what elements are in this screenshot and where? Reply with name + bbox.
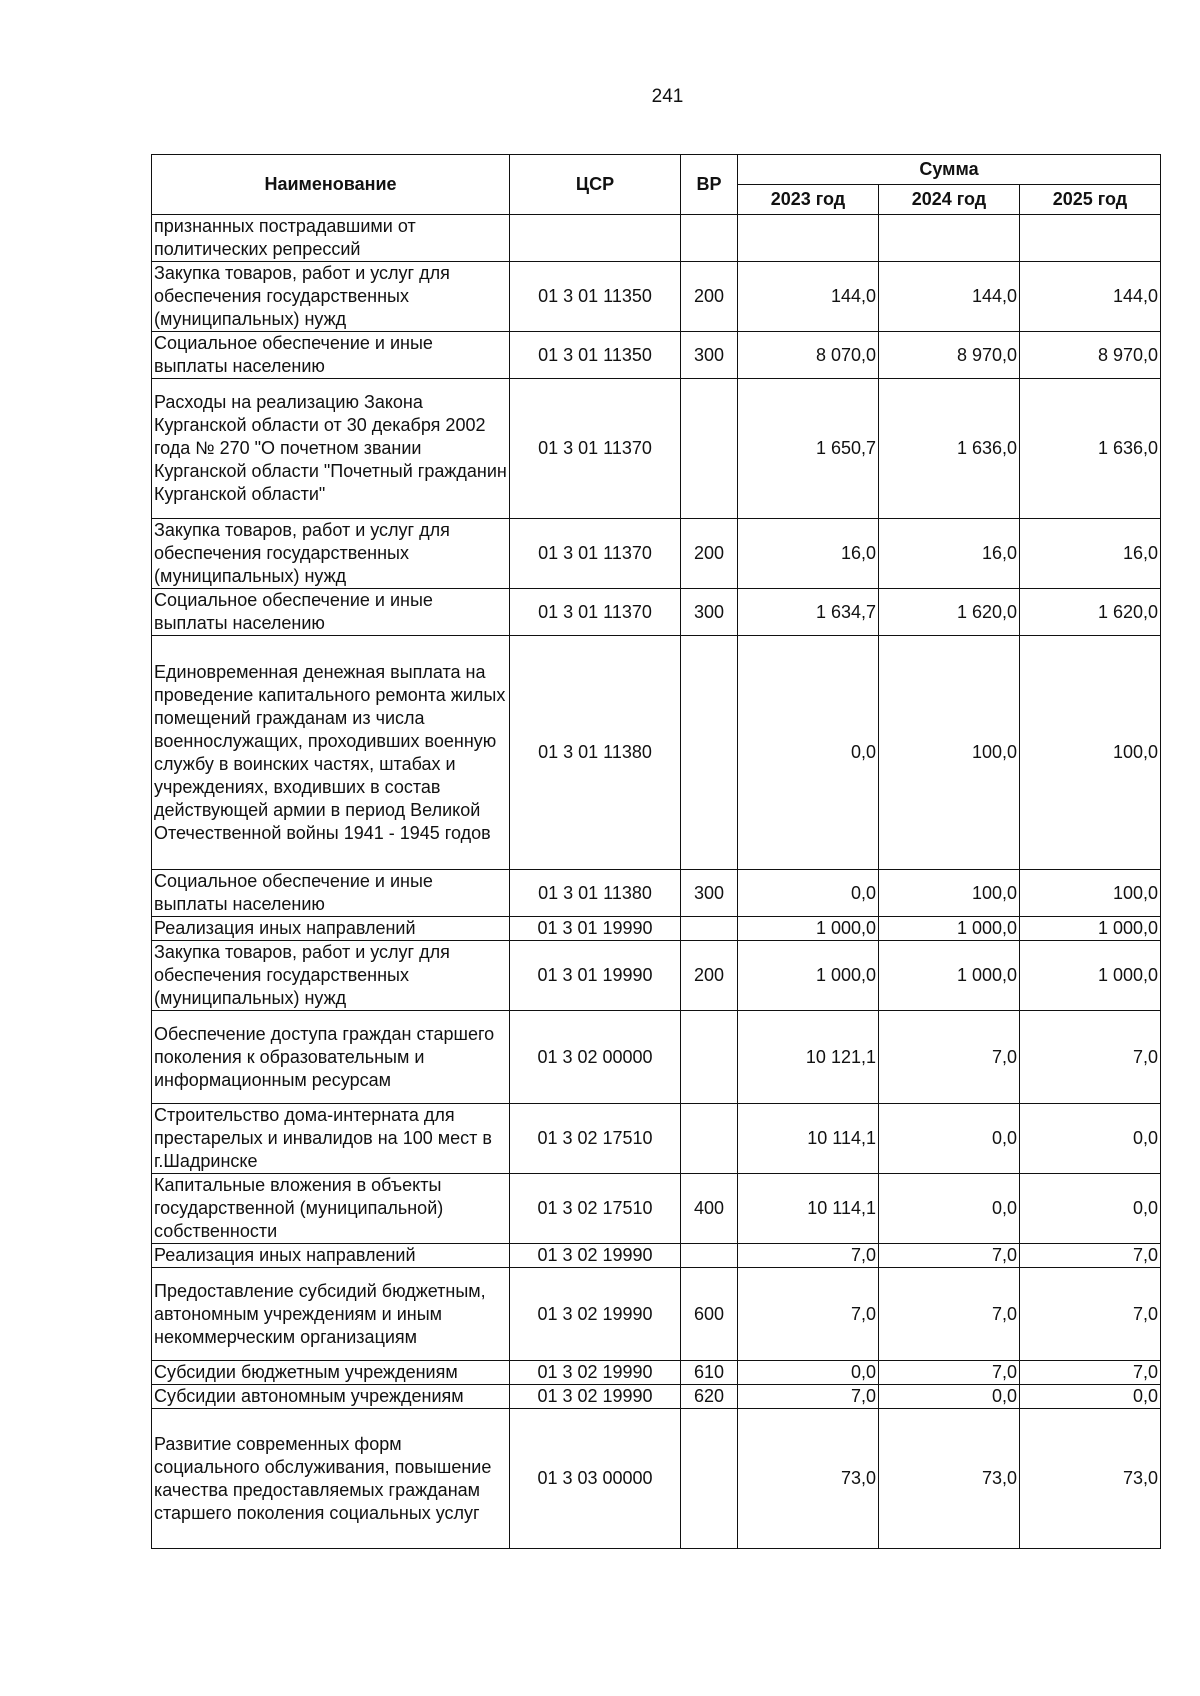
cell-2025: 16,0: [1020, 519, 1161, 589]
table-row: [152, 1409, 1161, 1549]
cell-vr: [681, 379, 738, 519]
cell-2025: 0,0: [1020, 1104, 1161, 1174]
cell-2025: [1020, 215, 1161, 262]
cell-2024: 8 970,0: [879, 332, 1020, 379]
cell-2024: 1 000,0: [879, 917, 1020, 941]
cell-name: Предоставление субсидий бюджетным, автономным учреждениям и иным некоммерческим организациям: [152, 1268, 510, 1361]
cell-2023: 0,0: [738, 1361, 879, 1385]
cell-2025: 1 000,0: [1020, 941, 1161, 1011]
cell-2023: 1 000,0: [738, 917, 879, 941]
cell-2024: 1 000,0: [879, 941, 1020, 1011]
cell-2023: 144,0: [738, 262, 879, 332]
cell-csr: [510, 215, 681, 262]
cell-name: Реализация иных направлений: [152, 1244, 510, 1268]
cell-2023: 1 634,7: [738, 589, 879, 636]
cell-2024: [879, 215, 1020, 262]
cell-csr: 01 3 01 11350: [510, 262, 681, 332]
table-row: [152, 332, 1161, 379]
cell-name: признанных пострадавшими от политических репрессий: [152, 215, 510, 262]
cell-vr: [681, 1409, 738, 1549]
cell-vr: 200: [681, 519, 738, 589]
cell-2025: 7,0: [1020, 1361, 1161, 1385]
cell-2024: 100,0: [879, 636, 1020, 870]
cell-2024: 144,0: [879, 262, 1020, 332]
cell-csr: 01 3 03 00000: [510, 1409, 681, 1549]
cell-csr: 01 3 01 19990: [510, 917, 681, 941]
cell-2024: 1 620,0: [879, 589, 1020, 636]
cell-2025: 1 636,0: [1020, 379, 1161, 519]
cell-vr: 200: [681, 262, 738, 332]
table-row: [152, 917, 1161, 941]
header-year-2023: 2023 год: [738, 185, 879, 215]
cell-name: Субсидии бюджетным учреждениям: [152, 1361, 510, 1385]
table-row: [152, 870, 1161, 917]
cell-2023: 16,0: [738, 519, 879, 589]
header-name: Наименование: [152, 155, 510, 215]
cell-name: Капитальные вложения в объекты государственной (муниципальной) собственности: [152, 1174, 510, 1244]
cell-name: Закупка товаров, работ и услуг для обеспечения государственных (муниципальных) нужд: [152, 941, 510, 1011]
cell-name: Субсидии автономным учреждениям: [152, 1385, 510, 1409]
cell-2025: 100,0: [1020, 636, 1161, 870]
cell-2025: 100,0: [1020, 870, 1161, 917]
cell-2024: 7,0: [879, 1268, 1020, 1361]
cell-2024: 7,0: [879, 1361, 1020, 1385]
table-row: [152, 1244, 1161, 1268]
header-vr: ВР: [681, 155, 738, 215]
cell-2025: 144,0: [1020, 262, 1161, 332]
cell-name: Социальное обеспечение и иные выплаты населению: [152, 589, 510, 636]
cell-2023: 7,0: [738, 1385, 879, 1409]
cell-vr: 620: [681, 1385, 738, 1409]
cell-vr: 300: [681, 589, 738, 636]
cell-csr: 01 3 02 00000: [510, 1011, 681, 1104]
cell-vr: [681, 1244, 738, 1268]
cell-vr: [681, 1011, 738, 1104]
cell-2024: 7,0: [879, 1244, 1020, 1268]
cell-2025: 8 970,0: [1020, 332, 1161, 379]
table-row: [152, 1268, 1161, 1361]
cell-vr: [681, 917, 738, 941]
cell-vr: 200: [681, 941, 738, 1011]
cell-csr: 01 3 02 19990: [510, 1385, 681, 1409]
cell-csr: 01 3 01 11370: [510, 589, 681, 636]
cell-2025: 1 620,0: [1020, 589, 1161, 636]
cell-2023: 1 650,7: [738, 379, 879, 519]
cell-name: Обеспечение доступа граждан старшего поколения к образовательным и информационным ресурсам: [152, 1011, 510, 1104]
table-row: [152, 1174, 1161, 1244]
cell-vr: 300: [681, 870, 738, 917]
cell-2024: 100,0: [879, 870, 1020, 917]
cell-name: Развитие современных форм социального обслуживания, повышение качества предоставляемых гражданам старшего поколения социальных услуг: [152, 1409, 510, 1549]
table-header: [152, 155, 1161, 215]
cell-csr: 01 3 01 11380: [510, 636, 681, 870]
cell-vr: 610: [681, 1361, 738, 1385]
cell-csr: 01 3 01 11350: [510, 332, 681, 379]
cell-csr: 01 3 01 11380: [510, 870, 681, 917]
table-row: [152, 215, 1161, 262]
cell-2025: 0,0: [1020, 1385, 1161, 1409]
cell-vr: 600: [681, 1268, 738, 1361]
table-row: [152, 1011, 1161, 1104]
cell-name: Закупка товаров, работ и услуг для обеспечения государственных (муниципальных) нужд: [152, 262, 510, 332]
cell-2023: 7,0: [738, 1244, 879, 1268]
cell-2024: 73,0: [879, 1409, 1020, 1549]
cell-csr: 01 3 02 17510: [510, 1174, 681, 1244]
cell-csr: 01 3 01 11370: [510, 379, 681, 519]
cell-vr: [681, 636, 738, 870]
cell-name: Строительство дома-интерната для престарелых и инвалидов на 100 мест в г.Шадринске: [152, 1104, 510, 1174]
cell-2025: 7,0: [1020, 1268, 1161, 1361]
cell-2024: 0,0: [879, 1104, 1020, 1174]
table-row: [152, 1361, 1161, 1385]
cell-name: Расходы на реализацию Закона Курганской области от 30 декабря 2002 года № 270 "О почетном звании Курганской области "Почетный гражданин Курганской области": [152, 379, 510, 519]
page-number: 241: [651, 86, 684, 107]
cell-csr: 01 3 02 19990: [510, 1361, 681, 1385]
cell-csr: 01 3 01 11370: [510, 519, 681, 589]
cell-2023: 73,0: [738, 1409, 879, 1549]
table-body: [152, 215, 1161, 1549]
cell-name: Реализация иных направлений: [152, 917, 510, 941]
table-row: [152, 589, 1161, 636]
cell-2023: 10 114,1: [738, 1174, 879, 1244]
header-sum: Сумма: [738, 155, 1161, 185]
cell-csr: 01 3 01 19990: [510, 941, 681, 1011]
cell-2024: 16,0: [879, 519, 1020, 589]
cell-vr: 300: [681, 332, 738, 379]
cell-csr: 01 3 02 19990: [510, 1244, 681, 1268]
table-row: [152, 379, 1161, 519]
cell-vr: 400: [681, 1174, 738, 1244]
table-row: [152, 262, 1161, 332]
cell-2024: 1 636,0: [879, 379, 1020, 519]
cell-2023: 10 114,1: [738, 1104, 879, 1174]
cell-csr: 01 3 02 17510: [510, 1104, 681, 1174]
cell-name: Закупка товаров, работ и услуг для обеспечения государственных (муниципальных) нужд: [152, 519, 510, 589]
cell-2023: 7,0: [738, 1268, 879, 1361]
table-row: [152, 1385, 1161, 1409]
cell-2024: 0,0: [879, 1174, 1020, 1244]
cell-2025: 0,0: [1020, 1174, 1161, 1244]
cell-2025: 73,0: [1020, 1409, 1161, 1549]
cell-2024: 0,0: [879, 1385, 1020, 1409]
cell-2023: 1 000,0: [738, 941, 879, 1011]
cell-csr: 01 3 02 19990: [510, 1268, 681, 1361]
budget-table: [151, 154, 1161, 1549]
cell-2025: 7,0: [1020, 1244, 1161, 1268]
header-csr: ЦСР: [510, 155, 681, 215]
cell-2023: 10 121,1: [738, 1011, 879, 1104]
cell-2023: 8 070,0: [738, 332, 879, 379]
cell-2025: 7,0: [1020, 1011, 1161, 1104]
cell-name: Единовременная денежная выплата на проведение капитального ремонта жилых помещений гражданам из числа военнослужащих, проходивших военную службу в воинских частях, штабах и учреждениях, входивших в состав действующей армии в период Великой Отечественной войны 1941 - 1945 годов: [152, 636, 510, 870]
cell-2024: 7,0: [879, 1011, 1020, 1104]
cell-name: Социальное обеспечение и иные выплаты населению: [152, 870, 510, 917]
header-year-2024: 2024 год: [879, 185, 1020, 215]
cell-vr: [681, 1104, 738, 1174]
cell-2023: [738, 215, 879, 262]
header-year-2025: 2025 год: [1020, 185, 1161, 215]
cell-vr: [681, 215, 738, 262]
cell-2025: 1 000,0: [1020, 917, 1161, 941]
cell-2023: 0,0: [738, 636, 879, 870]
cell-2023: 0,0: [738, 870, 879, 917]
table-row: [152, 1104, 1161, 1174]
cell-name: Социальное обеспечение и иные выплаты населению: [152, 332, 510, 379]
table-row: [152, 519, 1161, 589]
table-row: [152, 941, 1161, 1011]
table-row: [152, 636, 1161, 870]
